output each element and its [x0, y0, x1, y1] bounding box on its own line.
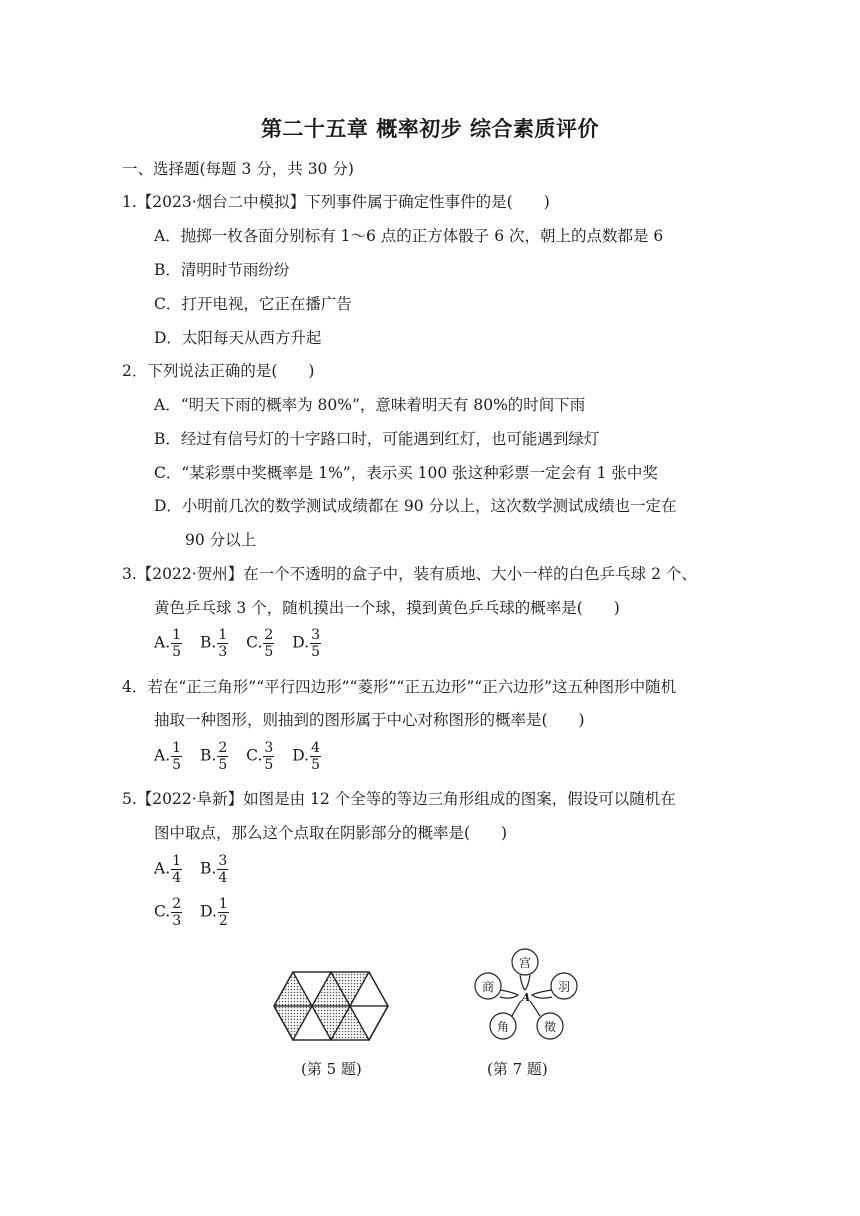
- petal-label: 商: [481, 980, 495, 994]
- triangle-pattern-figure: [272, 970, 396, 1042]
- q2-option-b: B．经过有信号灯的十字路口时，可能遇到红灯，也可能遇到绿灯: [154, 430, 600, 448]
- q2-option-d: D．小明前几次的数学测试成绩都在 90 分以上，这次数学测试成绩也一定在: [154, 497, 677, 515]
- q2-option-c: C．“某彩票中奖概率是 1%”，表示买 100 张这种彩票一定会有 1 张中奖: [154, 464, 658, 482]
- fraction: $\frac{4}{5}$: [311, 740, 320, 773]
- q2-option-a: A．“明天下雨的概率为 80%”，意味着明天有 80%的时间下雨: [154, 396, 586, 414]
- petal-label: 羽: [557, 980, 571, 994]
- q1-option-b: B．清明时节雨纷纷: [154, 261, 290, 279]
- q5-options-row2: [154, 896, 242, 929]
- petal-label: 徵: [543, 1020, 557, 1034]
- q4-option-a: A. $\frac{1}{5}$: [154, 740, 182, 773]
- center-label: A: [521, 991, 531, 1004]
- q2-stem: 2．下列说法正确的是( ): [122, 362, 315, 380]
- figure-caption-q7: (第 7 题): [487, 1060, 548, 1078]
- q4-option-c: C. $\frac{3}{5}$: [246, 740, 274, 773]
- fraction: $\frac{1}{2}$: [218, 896, 228, 929]
- fraction: $\frac{3}{5}$: [311, 627, 320, 660]
- q4-option-d: D. $\frac{4}{5}$: [292, 740, 320, 773]
- q4-stem-line2: 抽取一种图形，则抽到的图形属于中心对称图形的概率是( ): [154, 711, 585, 729]
- q3-stem-line2: 黄色乒乓球 3 个，随机摸出一个球，摸到黄色乒乓球的概率是( ): [154, 599, 620, 617]
- q5-option-c: C. $\frac{2}{3}$: [154, 896, 182, 929]
- fraction: $\frac{2}{3}$: [172, 896, 182, 929]
- q5-option-b: B. $\frac{3}{4}$: [199, 853, 228, 886]
- figure-caption-q5: (第 5 题): [301, 1060, 362, 1078]
- fraction: $\frac{3}{4}$: [218, 853, 228, 886]
- page-title: 第二十五章 概率初步 综合素质评价: [260, 117, 600, 141]
- q4-stem-line1: 4．若在“正三角形”“平行四边形”“菱形”“正五边形”“正六边形”这五种图形中随机: [122, 678, 677, 696]
- fraction: $\frac{1}{5}$: [172, 740, 182, 773]
- q1-stem: 1.【2023·烟台二中模拟】下列事件属于确定性事件的是( ): [122, 193, 550, 211]
- q5-option-d: D. $\frac{1}{2}$: [200, 896, 228, 929]
- petal-label: 角: [496, 1020, 510, 1034]
- q5-stem-line2: 图中取点，那么这个点取在阴影部分的概率是( ): [154, 824, 508, 842]
- fraction: $\frac{1}{4}$: [172, 853, 182, 886]
- q1-option-c: C．打开电视，它正在播广告: [154, 295, 352, 313]
- q2-option-d-cont: 90 分以上: [185, 531, 257, 549]
- fraction: $\frac{3}{5}$: [264, 740, 274, 773]
- q3-options: [154, 627, 334, 660]
- flower-figure: [470, 944, 580, 1044]
- q5-options-row1: [154, 853, 241, 886]
- fraction: $\frac{1}{3}$: [218, 627, 228, 660]
- q5-stem-line1: 5.【2022·阜新】如图是由 12 个全等的等边三角形组成的图案，假设可以随机在: [122, 790, 676, 808]
- q3-option-d: D. $\frac{3}{5}$: [292, 627, 320, 660]
- petal-label: 宫: [518, 956, 532, 970]
- q4-options: [154, 740, 334, 773]
- q3-option-c: C. $\frac{2}{5}$: [246, 627, 274, 660]
- q1-option-a: A．抛掷一枚各面分别标有 1～6 点的正方体骰子 6 次，朝上的点数都是 6: [154, 227, 664, 245]
- q1-option-d: D．太阳每天从西方升起: [154, 329, 322, 347]
- fraction: $\frac{2}{5}$: [264, 627, 274, 660]
- fraction: $\frac{1}{5}$: [172, 627, 182, 660]
- q3-option-b: B. $\frac{1}{3}$: [199, 627, 228, 660]
- section-heading: 一、选择题(每题 3 分，共 30 分): [122, 160, 354, 178]
- q5-option-a: A. $\frac{1}{4}$: [154, 853, 182, 886]
- q3-stem-line1: 3.【2022·贺州】在一个不透明的盒子中，装有质地、大小一样的白色乒乓球 2 个、: [122, 565, 697, 583]
- fraction: $\frac{2}{5}$: [218, 740, 228, 773]
- q3-option-a: A. $\frac{1}{5}$: [154, 627, 182, 660]
- q4-option-b: B. $\frac{2}{5}$: [199, 740, 228, 773]
